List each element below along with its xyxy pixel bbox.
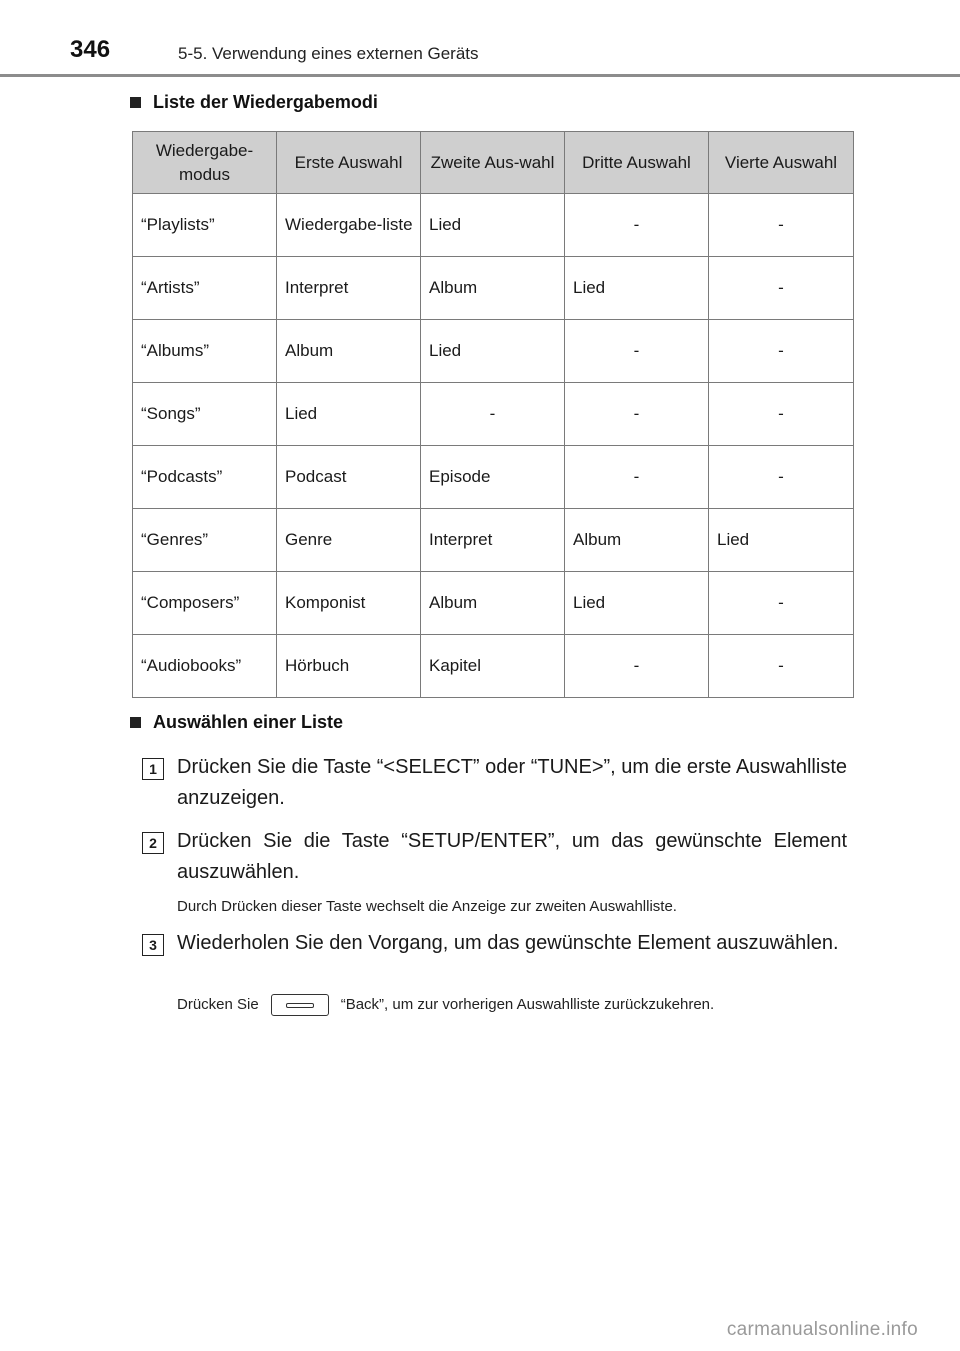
note-text-after: “Back”, um zur vorherigen Auswahlliste zurückzukehren. xyxy=(340,995,715,1013)
table-cell: Hörbuch xyxy=(277,635,421,698)
step-text: Drücken Sie die Taste “SETUP/ENTER”, um das gewünschte Element auszuwählen. xyxy=(177,830,847,883)
table-cell: Kapitel xyxy=(421,635,565,698)
section-title-text: Auswählen einer Liste xyxy=(153,712,344,732)
playback-mode-table xyxy=(132,131,854,698)
table-cell: Album xyxy=(421,572,565,635)
back-button-icon xyxy=(271,994,329,1016)
table-cell: - xyxy=(421,383,565,446)
table-cell: - xyxy=(709,320,854,383)
table-header: Vierte Auswahl xyxy=(709,132,854,194)
table-cell: Genre xyxy=(277,509,421,572)
table-cell: “Songs” xyxy=(133,383,277,446)
table-cell: Interpret xyxy=(421,509,565,572)
table-header: Erste Auswahl xyxy=(277,132,421,194)
table-cell: Lied xyxy=(277,383,421,446)
step-number-badge: 2 xyxy=(142,832,164,854)
table-row xyxy=(133,635,854,698)
table-cell: - xyxy=(709,194,854,257)
table-row xyxy=(133,383,854,446)
step-text: Drücken Sie die Taste “<SELECT” oder “TUNE>”, um die erste Auswahlliste anzuzeigen. xyxy=(177,756,847,809)
table-row xyxy=(133,320,854,383)
table-cell: Lied xyxy=(565,257,709,320)
page-number: 346 xyxy=(70,36,111,63)
table-cell: Lied xyxy=(565,572,709,635)
table-cell: “Albums” xyxy=(133,320,277,383)
table-header: Wiedergabe-modus xyxy=(133,132,277,194)
table-cell: Lied xyxy=(421,320,565,383)
table-row xyxy=(133,257,854,320)
header-divider xyxy=(0,74,960,77)
table-cell: Wiedergabe-liste xyxy=(277,194,421,257)
step-number-badge: 3 xyxy=(142,934,164,956)
table-cell: - xyxy=(709,572,854,635)
table-row xyxy=(133,509,854,572)
table-cell: Lied xyxy=(421,194,565,257)
table-cell: “Genres” xyxy=(133,509,277,572)
section-title-select-list xyxy=(130,712,343,733)
square-bullet-icon xyxy=(130,97,141,108)
square-bullet-icon xyxy=(130,717,141,728)
step-3-note xyxy=(177,994,714,1016)
table-cell: “Artists” xyxy=(133,257,277,320)
table-cell: Podcast xyxy=(277,446,421,509)
table-cell: Lied xyxy=(709,509,854,572)
table-cell: “Audiobooks” xyxy=(133,635,277,698)
table-cell: “Playlists” xyxy=(133,194,277,257)
table-cell: Album xyxy=(421,257,565,320)
step-text: Wiederholen Sie den Vorgang, um das gewünschte Element auszuwählen. xyxy=(177,932,839,954)
table-cell: - xyxy=(565,446,709,509)
table-cell: - xyxy=(709,257,854,320)
table-header-row xyxy=(133,132,854,194)
table-cell: Episode xyxy=(421,446,565,509)
table-header: Zweite Aus-wahl xyxy=(421,132,565,194)
table-cell: - xyxy=(709,383,854,446)
section-title-text: Liste der Wiedergabemodi xyxy=(153,92,378,112)
table-cell: - xyxy=(565,383,709,446)
watermark: carmanualsonline.info xyxy=(726,1319,918,1340)
chapter-title: 5-5. Verwendung eines externen Geräts xyxy=(178,44,479,63)
table-cell: - xyxy=(565,635,709,698)
section-title-modes xyxy=(130,92,378,113)
table-cell: “Podcasts” xyxy=(133,446,277,509)
table-cell: Album xyxy=(565,509,709,572)
table-cell: - xyxy=(565,194,709,257)
table-row xyxy=(133,446,854,509)
step-2-note: Durch Drücken dieser Taste wechselt die Anzeige zur zweiten Auswahlliste. xyxy=(177,898,677,915)
table-header: Dritte Auswahl xyxy=(565,132,709,194)
table-cell: - xyxy=(709,446,854,509)
table-cell: Komponist xyxy=(277,572,421,635)
table-row xyxy=(133,572,854,635)
table-cell: - xyxy=(565,320,709,383)
note-text-before: Drücken Sie xyxy=(177,995,259,1013)
table-row xyxy=(133,194,854,257)
step-number-badge: 1 xyxy=(142,758,164,780)
table-cell: “Composers” xyxy=(133,572,277,635)
table-cell: Album xyxy=(277,320,421,383)
table-cell: - xyxy=(709,635,854,698)
page-header xyxy=(0,0,960,78)
table-cell: Interpret xyxy=(277,257,421,320)
